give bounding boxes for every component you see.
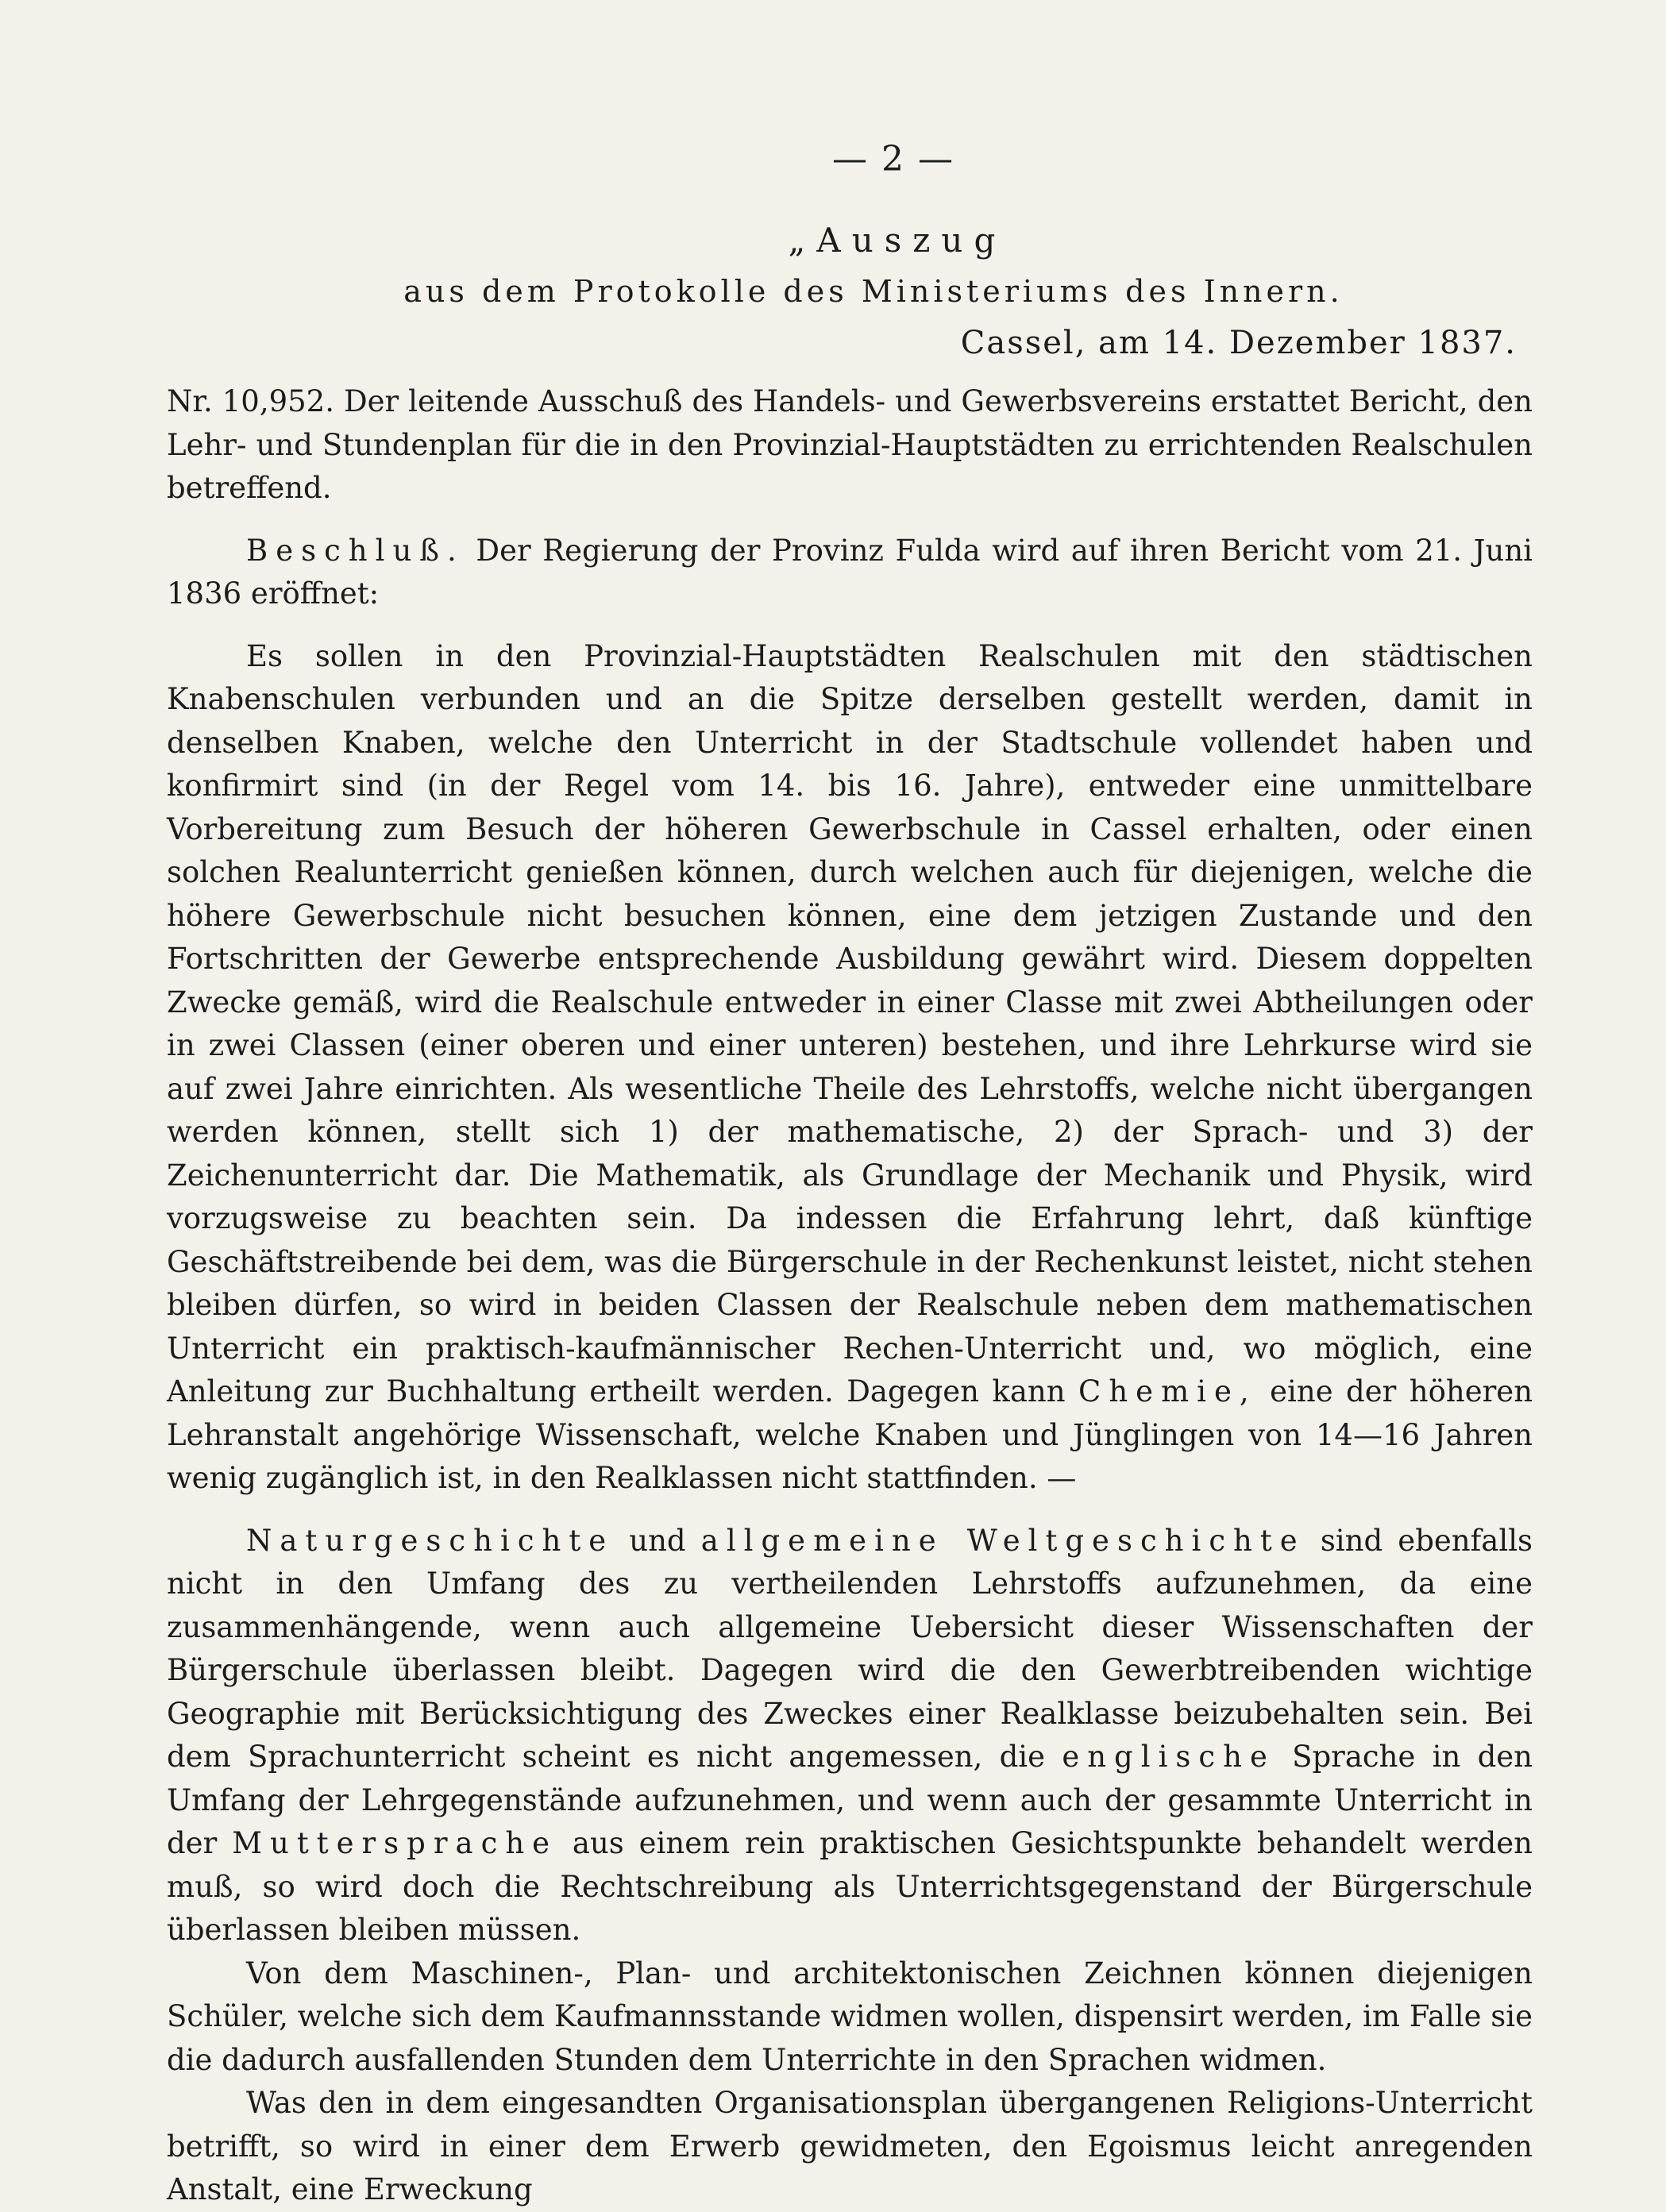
emphasis-chemie: Chemie, [1078,1374,1257,1409]
paragraph-1-text-b: eine der höheren Lehranstalt angehörige Wissenschaft, welche Knaben und Jünglingen von 14—16 Jahren wenig zugänglich ist, in den Realklassen nicht stattfinden. — [167,1374,1533,1495]
emphasis-naturgeschichte: Naturgeschichte [246,1523,615,1558]
document-page [167,139,1533,2212]
entry-paragraph [167,380,1533,511]
paragraph-3: Von dem Maschinen-, Plan- und architektonischen Zeichnen können diejenigen Schüler, welche sich dem Kaufmannsstande widmen wollen, dispensirt werden, im Falle sie die dadurch ausfallenden Stunden dem Unterrichte in den Sprachen widmen. [167,1956,1533,2077]
paragraph-2-text-c: aus einem rein praktischen Gesichtspunkte behandelt werden muß, so wird doch die Rechtschreibung als Unterrichtsgegenstand der Bürgerschule überlassen bleiben müssen. [167,1826,1533,1947]
resolution-paragraph [167,530,1533,616]
entry-number: Nr. 10,952. [167,384,334,418]
paragraph-2 [167,1520,1533,1952]
emphasis-muttersprache: Muttersprache [232,1826,558,1860]
resolution-text: Der Regierung der Provinz Fulda wird auf ihren Bericht vom 21. Juni 1836 eröffnet: [167,533,1533,611]
paragraph-1 [167,635,1533,1501]
paragraph-4: Was den in dem eingesandten Organisationsplan übergangenen Religions-Unterricht betrifft, so wird in einer dem Erwerb gewidmeten, den Egoismus leicht anregenden Anstalt, eine Erweckung [167,2086,1533,2206]
emphasis-englische: englische [1062,1740,1275,1774]
paragraph-1-text-a: Es sollen in den Provinzial-Hauptstädten Realschulen mit den städtischen Knabenschulen verbunden und an die Spitze derselben gestellt werden, damit in denselben Knaben, welche den Unterricht in der Stadtschule vollendet haben und konfirmirt sind (in der Regel vom 14. bis 16. Jahre), entweder eine unmittelbare Vorbereitung zum Besuch der höheren Gewerbschule in Cassel erhalten, oder einen solchen Realunterricht genießen können, durch welchen auch für diejenigen, welche die höhere Gewerbschule nicht besuchen können, eine dem jetzigen Zustande und den Fortschritten der Gewerbe entsprechende Ausbildung gewährt wird. Diesem doppelten Zwecke gemäß, wird die Realschule entweder in einer Classe mit zwei Abtheilungen oder in zwei Classen (einer oberen und einer unteren) bestehen, und ihre Lehrkurse wird sie auf zwei Jahre einrichten. Als wesentliche Theile des Lehrstoffs, welche nicht übergangen werden können, stellt sich 1) der mathematische, 2) der Sprach- und 3) der Zeichenunterricht dar. Die Mathematik, als Grundlage der Mechanik und Physik, wird vorzugsweise zu beachten sein. Da indessen die Erfahrung lehrt, daß künftige Geschäftstreibende bei dem, was die Bürgerschule in der Rechenkunst leistet, nicht stehen bleiben dürfen, so wird in beiden Classen der Realschule neben dem mathematischen Unterricht ein praktisch-kaufmännischer Rechen-Unterricht und, wo möglich, eine Anleitung zur Buchhaltung ertheilt werden. Dagegen kann [167,638,1533,1409]
page-number: — 2 — [832,139,954,179]
document-title: „Auszug [788,221,1007,260]
document-subtitle: aus dem Protokolle des Ministeriums des Innern. [403,274,1344,309]
resolution-label: Beschluß. [246,533,465,568]
place-date: Cassel, am 14. Dezember 1837. [960,325,1517,361]
paragraph-2-text-b: Sprache in den Umfang der Lehrgegenstände aufzunehmen, und wenn auch der gesammte Unterricht in der [167,1740,1533,1860]
paragraph-2-text-a: sind ebenfalls nicht in den Umfang des zu vertheilenden Lehrstoffs aufzunehmen, da eine zusammenhängende, wenn auch allgemeine Uebersicht dieser Wissenschaften der Bürgerschule überlassen bleibt. Dagegen wird die den Gewerbtreibenden wichtige Geographie mit Berücksichtigung des Zweckes einer Realklasse beizubehalten sein. Bei dem Sprachunterricht scheint es nicht angemessen, die [167,1523,1533,1774]
entry-text: Der leitende Ausschuß des Handels- und Gewerbsvereins erstattet Bericht, den Lehr- und Stundenplan für die in den Provinzial-Hauptstädten zu errichtenden Realschulen betreffend. [167,384,1533,505]
emphasis-weltgeschichte: allgemeine Weltgeschichte [700,1523,1305,1558]
paragraph-2-connector: und [629,1523,686,1558]
